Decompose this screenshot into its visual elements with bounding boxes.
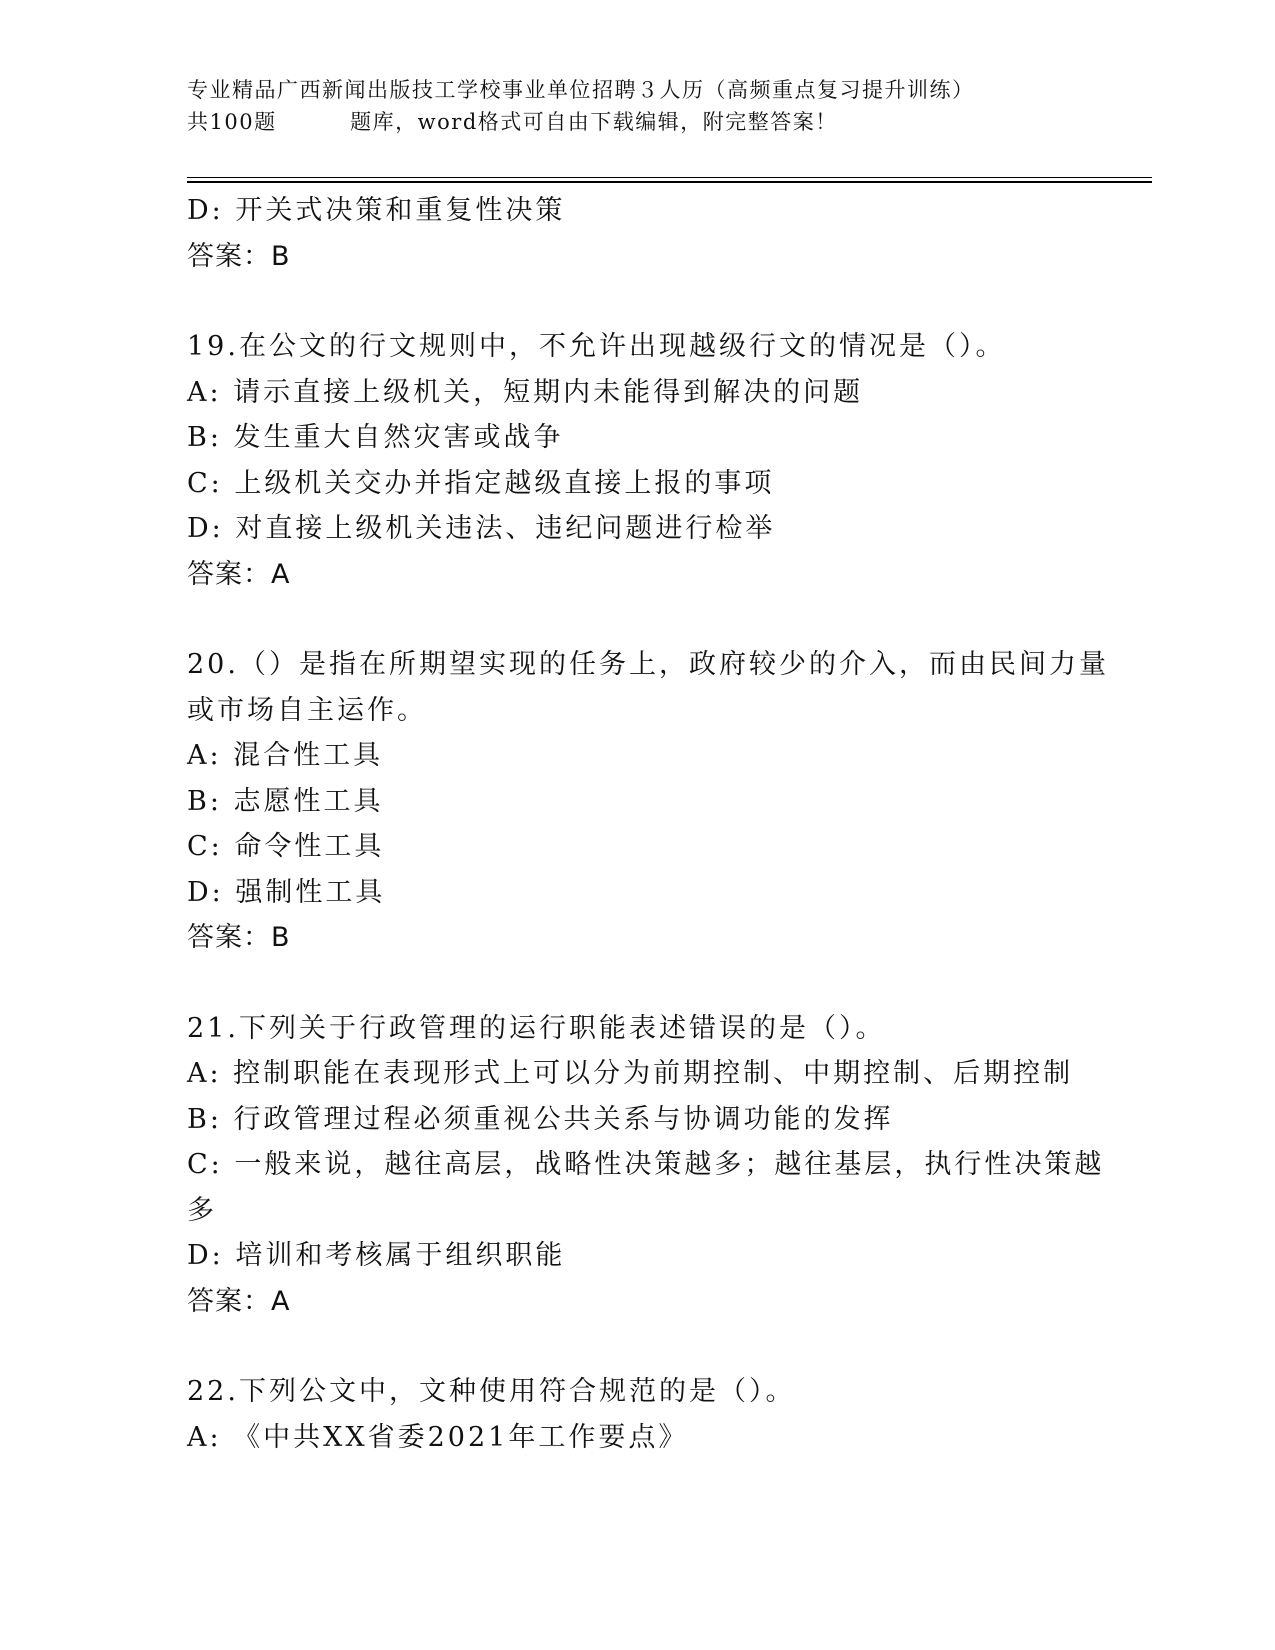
question-stem: 22.下列公文中，文种使用符合规范的是（）。 xyxy=(187,1376,796,1407)
question-block-q19 xyxy=(187,324,1087,597)
option-line: D: 培训和考核属于组织职能 xyxy=(187,1240,566,1271)
answer-line: 答案：A xyxy=(187,1285,291,1317)
option-line: D: 开关式决策和重复性决策 xyxy=(187,195,566,226)
option-line-continued: 多 xyxy=(187,1194,217,1226)
question-block-q18-tail xyxy=(187,188,1087,279)
answer-line: 答案：B xyxy=(187,240,291,272)
question-stem-continued: 或市场自主运作。 xyxy=(187,694,427,726)
option-line: A: 请示直接上级机关，短期内未能得到解决的问题 xyxy=(187,376,864,408)
block-spacer xyxy=(187,597,1087,642)
question-stem: 19.在公文的行文规则中，不允许出现越级行文的情况是（）。 xyxy=(187,331,1006,362)
question-block-q22 xyxy=(187,1369,1087,1460)
question-block-q20 xyxy=(187,642,1109,961)
block-spacer xyxy=(187,961,1087,1006)
option-line: B: 行政管理过程必须重视公共关系与协调功能的发挥 xyxy=(187,1103,894,1135)
header-title-line2: 共100题 题库，word格式可自由下载编辑，附完整答案！ xyxy=(187,110,838,134)
document-header xyxy=(187,74,1107,138)
option-line: A: 混合性工具 xyxy=(187,740,384,771)
header-rule-thin xyxy=(187,177,1152,178)
question-block-q21 xyxy=(187,1006,1105,1325)
question-content xyxy=(187,188,1109,1460)
header-title-line1: 专业精品广西新闻出版技工学校事业单位招聘３人历（高频重点复习提升训练） xyxy=(187,78,975,102)
answer-line: 答案：A xyxy=(187,558,291,590)
option-line: C: 上级机关交办并指定越级直接上报的事项 xyxy=(187,467,775,499)
option-line: A: 控制职能在表现形式上可以分为前期控制、中期控制、后期控制 xyxy=(187,1058,1074,1089)
option-line: B: 发生重大自然灾害或战争 xyxy=(187,422,564,453)
option-line: D: 强制性工具 xyxy=(187,876,386,908)
block-spacer xyxy=(187,279,1087,324)
question-stem: 21.下列关于行政管理的运行职能表述错误的是（）。 xyxy=(187,1012,886,1044)
option-line: C: 一般来说，越往高层，战略性决策越多；越往基层，执行性决策越 xyxy=(187,1149,1105,1180)
option-line: A: 《中共XX省委2021年工作要点》 xyxy=(187,1421,689,1453)
option-line: D: 对直接上级机关违法、违纪问题进行检举 xyxy=(187,513,776,544)
header-rule-thick xyxy=(187,181,1152,183)
question-stem: 20.（）是指在所期望实现的任务上，政府较少的介入，而由民间力量 xyxy=(187,649,1109,680)
option-line: C: 命令性工具 xyxy=(187,831,385,862)
answer-line: 答案：B xyxy=(187,922,291,953)
block-spacer xyxy=(187,1324,1087,1369)
option-line: B: 志愿性工具 xyxy=(187,785,384,817)
